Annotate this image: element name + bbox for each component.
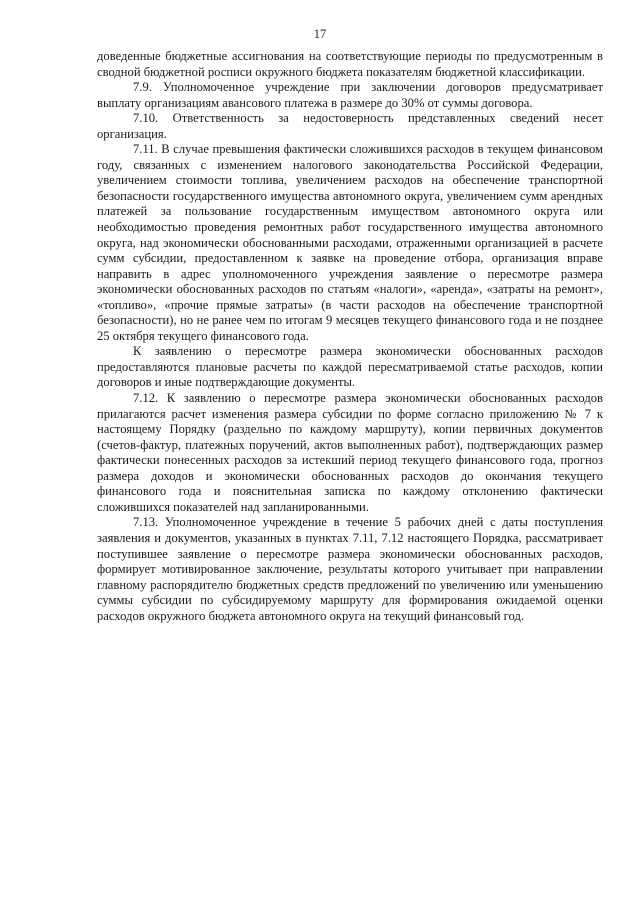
document-body <box>97 49 603 624</box>
paragraph-7-12: 7.12. К заявлению о пересмотре размера экономически обоснованных расходов прилагаются расчет изменения размера субсидии по форме согласно приложению № 7 к настоящему Порядку (раздельно по каждому маршруту), копии первичных документов (счетов-фактур, платежных поручений, актов выполненных работ), подтверждающих размер фактически понесенных расходов за истекший период текущего финансового года, прогноз размера доходов и экономически обоснованных расходов до окончания текущего финансового года и пояснительная записка по каждому отклонению фактически сложившихся показателей над запланированными. <box>97 391 603 514</box>
paragraph-continuation: доведенные бюджетные ассигнования на соответствующие периоды по предусмотренным в сводной бюджетной росписи окружного бюджета показателям бюджетной классификации. <box>97 49 603 79</box>
paragraph-7-13: 7.13. Уполномоченное учреждение в течение 5 рабочих дней с даты поступления заявления и документов, указанных в пунктах 7.11, 7.12 настоящего Порядка, рассматривает поступившее заявление о пересмотре размера экономически обоснованных расходов, формирует мотивированное заключение, результаты которого учитывает при направлении главному распорядителю бюджетных средств предложений по увеличению или уменьшению суммы субсидии по субсидируемому маршруту для формирования ожидаемой оценки расходов окружного бюджета автономного округа на текущий финансовый год. <box>97 515 603 623</box>
paragraph-7-10: 7.10. Ответственность за недостоверность представленных сведений несет организация. <box>97 111 603 141</box>
paragraph-7-11-addendum: К заявлению о пересмотре размера экономически обоснованных расходов предоставляются плановые расчеты по каждой пересматриваемой статье расходов, копии договоров и иные подтверждающие документы. <box>97 344 603 390</box>
paragraph-7-9: 7.9. Уполномоченное учреждение при заключении договоров предусматривает выплату организациям авансового платежа в размере до 30% от суммы договора. <box>97 80 603 110</box>
page-number: 17 <box>313 27 327 41</box>
paragraph-7-11: 7.11. В случае превышения фактически сложившихся расходов в текущем финансовом году, связанных с изменением налогового законодательства Российской Федерации, увеличением стоимости топлива, увеличением расходов на обеспечение транспортной безопасности государственного имущества автономного округа, увеличением сумм арендных платежей за пользование государственным имуществом автономного округа или необходимостью проведения ремонтных работ государственного имущества автономного округа, над экономически обоснованными расходами, отраженными организацией в расчете сумм субсидии, предоставленном к заявке на проведение отбора, организация вправе направить в адрес уполномоченного учреждения заявление о пересмотре размера экономически обоснованных расходов по статьям «налоги», «аренда», «затраты на ремонт», «топливо», «прочие прямые затраты» (в части расходов на обеспечение транспортной безопасности), но не ранее чем по итогам 9 месяцев текущего финансового года и не позднее 25 октября текущего финансового года. <box>97 142 603 343</box>
